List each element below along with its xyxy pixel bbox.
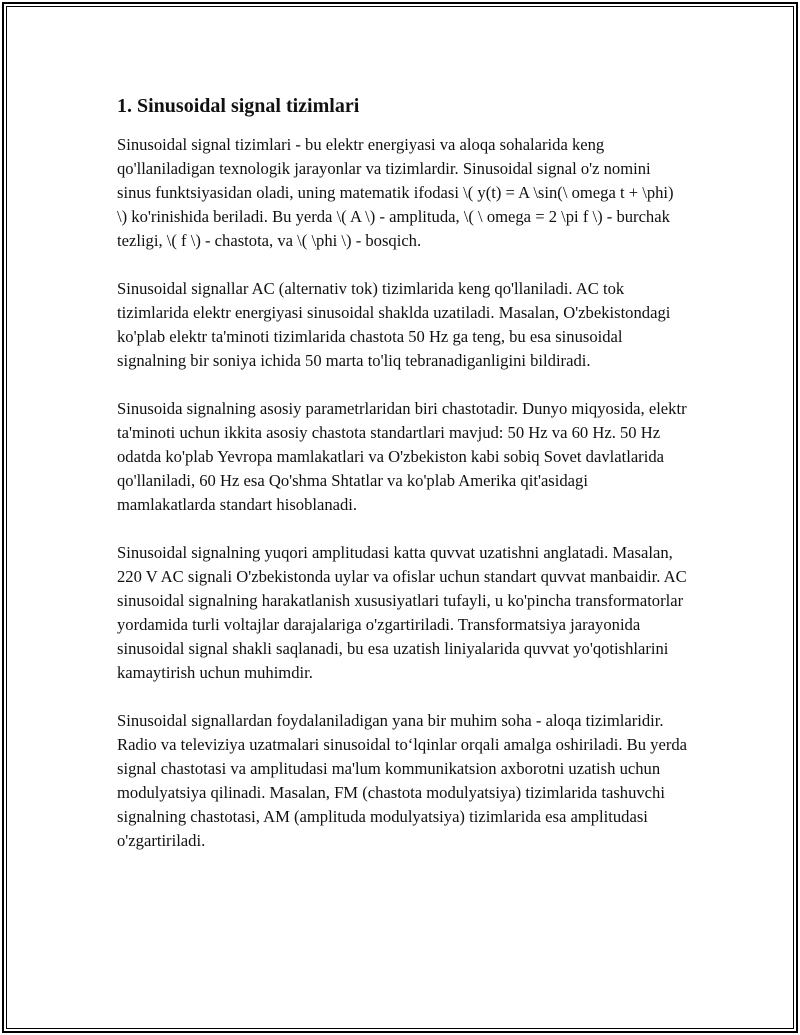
paragraph-ac-systems: Sinusoidal signallar AC (alternativ tok) tizimlarida keng qo'llaniladi. AC tok tizimlarida elektr energiyasi sinusoidal shaklda uzatiladi. Masalan, O'zbekistondagi ko'plab elektr ta'minoti tizimlarida chastota 50 Hz ga teng, bu esa sinusoidal signalning bir soniya ichida 50 marta to'liq tebranadiganligini bildiradi. bbox=[117, 279, 671, 370]
paragraph-intro: Sinusoidal signal tizimlari - bu elektr energiyasi va aloqa sohalarida keng qo'llaniladigan texnologik jarayonlar va tizimlardir. Sinusoidal signal o'z nomini sinus funktsiyasidan oladi, uning matematik ifodasi \( y(t) = A \sin(\ omega t + \phi) \) ko'rinishida beriladi. Bu yerda \( A \) - amplituda, \( \ omega = 2 \pi f \) - burchak tezligi, \( f \) - chastota, va \( \phi \) - bosqich. bbox=[117, 135, 674, 250]
paragraph-frequency: Sinusoida signalning asosiy parametrlaridan biri chastotadir. Dunyo miqyosida, elektr ta'minoti uchun ikkita asosiy chastota standartlari mavjud: 50 Hz va 60 Hz. 50 Hz odatda ko'plab Yevropa mamlakatlari va O'zbekiston kabi sobiq Sovet davlatlarida qo'llaniladi, 60 Hz esa Qo'shma Shtatlar va ko'plab Amerika qit'asidagi mamlakatlarda standart hisoblanadi. bbox=[117, 399, 687, 514]
paragraph-communications: Sinusoidal signallardan foydalaniladigan yana bir muhim soha - aloqa tizimlaridir. Radio va televiziya uzatmalari sinusoidal to‘lqinlar orqali amalga oshiriladi. Bu yerda signal chastotasi va amplitudasi ma'lum kommunikatsion axborotni uzatish uchun modulyatsiya qilinadi. Masalan, FM (chastota modulyatsiya) tizimlarida tashuvchi signalning chastotasi, AM (amplituda modulyatsiya) tizimlarida esa amplitudasi o'zgartiriladi. bbox=[117, 711, 688, 850]
paragraph-amplitude: Sinusoidal signalning yuqori amplitudasi katta quvvat uzatishni anglatadi. Masalan, 220 V AC signali O'zbekistonda uylar va ofislar uchun standart quvvat manbaidir. AC sinusoidal signalning harakatlanish xususiyatlari tufayli, u ko'pincha transformatorlar yordamida turli voltajlar darajalariga o'zgartiriladi. Transformatsiya jarayonida sinusoidal signal shakli saqlanadi, bu esa uzatish liniyalarida quvvat yo'qotishlarini kamaytirish uchun muhimdir. bbox=[117, 543, 687, 682]
section-heading: 1. Sinusoidal signal tizimlari bbox=[117, 95, 360, 117]
document-body bbox=[117, 92, 687, 877]
